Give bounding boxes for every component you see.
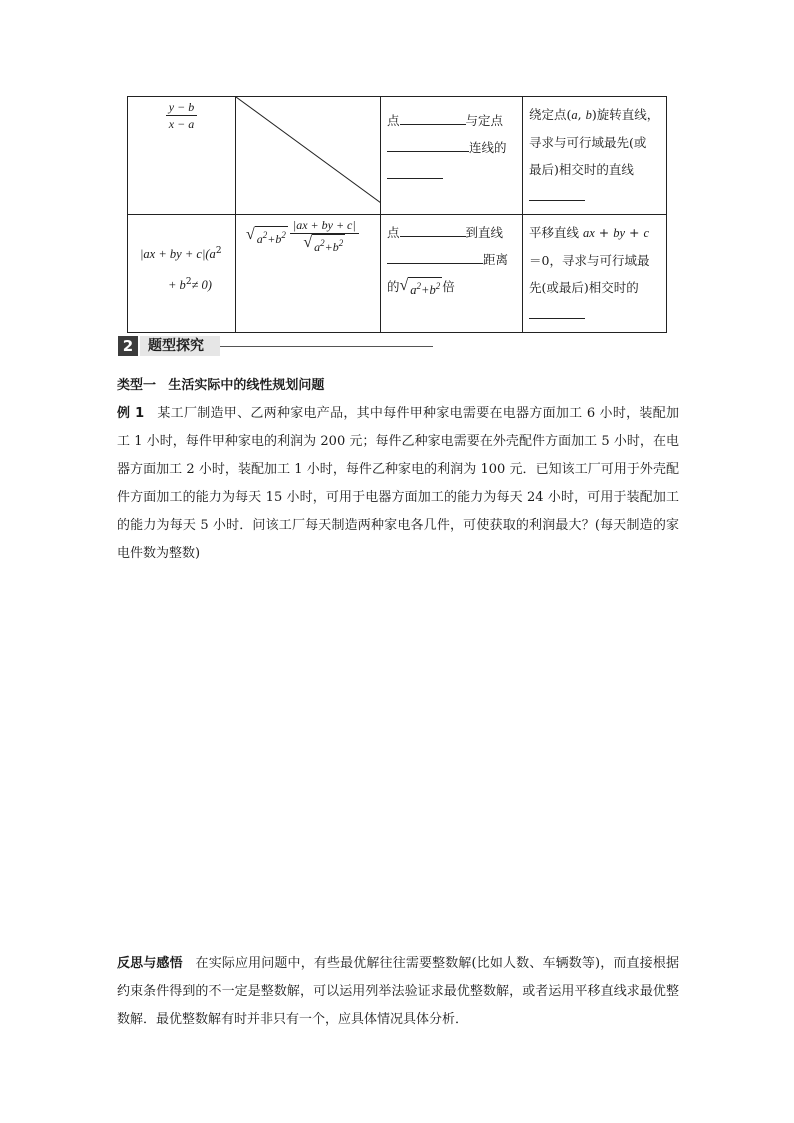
sqrt-denominator: √ $a^2+b^2$ xyxy=(303,234,344,254)
reflection-text: 在实际应用问题中，有些最优解往往需要整数解(比如人数、车辆数等)，而直接根据约束条件得到的不一定是整数解，可以运用列举法验证求最优整数解，或者运用平移直线求最优整数解．最优整数解有时并非只有一个，应具体情况具体分析． xyxy=(117,956,679,1027)
example1-label: 例 1 xyxy=(117,406,145,421)
text-point: 点 xyxy=(387,225,400,240)
text-of: 的 xyxy=(387,279,400,294)
text-point: 点 xyxy=(387,113,400,128)
abs-expression-cond: ≠ 0) xyxy=(191,278,212,292)
text-fixed-point: 与定点 xyxy=(465,113,504,128)
section-title: 题型探究 xyxy=(140,336,220,356)
term-ax: ax xyxy=(582,226,595,240)
type1-title: 生活实际中的线性规划问题 xyxy=(168,378,325,393)
slope-expression-cell xyxy=(128,97,236,215)
slope-fraction xyxy=(166,99,197,132)
blank xyxy=(400,110,466,125)
sqrt-a2-b2: √ $a^2+b^2$ xyxy=(246,225,286,246)
slope-meaning-cell xyxy=(381,97,523,215)
type1-heading xyxy=(117,372,679,400)
text: , xyxy=(577,107,586,122)
term-by: by xyxy=(613,226,626,240)
diagonal-empty-cell xyxy=(236,97,381,215)
text-line-of: 连线的 xyxy=(469,140,507,155)
slope-numerator: y − b xyxy=(166,99,197,116)
text: ＝0，寻求与可行域最 xyxy=(529,253,650,268)
blank xyxy=(529,304,585,319)
text: 最后)相交时的直线 xyxy=(529,162,634,177)
example1-text: 某工厂制造甲、乙两种家电产品，其中每件甲种家电需要在电器方面加工 6 小时，装配加工 1 小时，每件甲种家电的利润为 200 元；每件乙种家电需要在外壳配件方面加工 5 小时，在电器方面加工 2 小时，装配加工 1 小时，每件乙种家电的利润为 100 元．已知该工厂可用于外壳配件方面加工的能力为每天 15 小时，可用于电器方面加工的能力为每天 24 小时，可用于装配加工的能力为每天 5 小时．问该工厂每天制造两种家电各几件，可使获取的利润最大？(每天制造的家电件数为整数) xyxy=(117,406,679,561)
blank xyxy=(387,137,469,152)
text-distance: 距离 xyxy=(483,252,509,267)
text: 绕定点( xyxy=(529,107,572,122)
reflection-label: 反思与感悟 xyxy=(117,956,183,971)
blank xyxy=(529,186,585,201)
text-times: 倍 xyxy=(442,279,455,294)
blank xyxy=(400,222,466,237)
section-number: 2 xyxy=(118,336,138,356)
term-c: c xyxy=(643,226,650,240)
distance-method-cell xyxy=(523,215,667,333)
slope-method-cell xyxy=(523,97,667,215)
distance-fraction xyxy=(290,217,359,255)
text: 寻求与可行域最先(或 xyxy=(529,135,647,150)
distance-meaning-cell xyxy=(381,215,523,333)
distance-formula-cell xyxy=(236,215,381,333)
type1-label: 类型一 xyxy=(117,378,157,393)
section-heading xyxy=(118,336,433,356)
text: 平移直线 xyxy=(529,225,583,240)
abs-expression-cell: |ax + by + $c|(a^2$ + $b^2\ne 0$) xyxy=(128,215,236,333)
math-table xyxy=(127,96,667,333)
blank xyxy=(387,164,443,179)
section-rule xyxy=(220,346,433,347)
text: + xyxy=(625,225,644,240)
slope-denominator: x − a xyxy=(168,117,195,131)
example1-paragraph xyxy=(117,400,679,568)
text-to-line: 到直线 xyxy=(465,225,504,240)
var-a: a xyxy=(571,108,578,122)
text: )旋转直线， xyxy=(591,107,660,122)
sqrt-factor: √ $a^2+b^2$ xyxy=(399,277,441,297)
var-b: b xyxy=(585,108,592,122)
diagonal-line xyxy=(236,97,381,203)
blank xyxy=(387,249,483,264)
text: 先(或最后)相交时的 xyxy=(529,280,639,295)
text: + xyxy=(594,225,614,240)
reflection-paragraph xyxy=(117,950,679,1034)
abs-expression-b2: + b xyxy=(168,278,186,292)
abs-expression: |ax + by + c|(a xyxy=(140,247,216,261)
distance-numerator: |ax + by + c| xyxy=(290,217,359,234)
